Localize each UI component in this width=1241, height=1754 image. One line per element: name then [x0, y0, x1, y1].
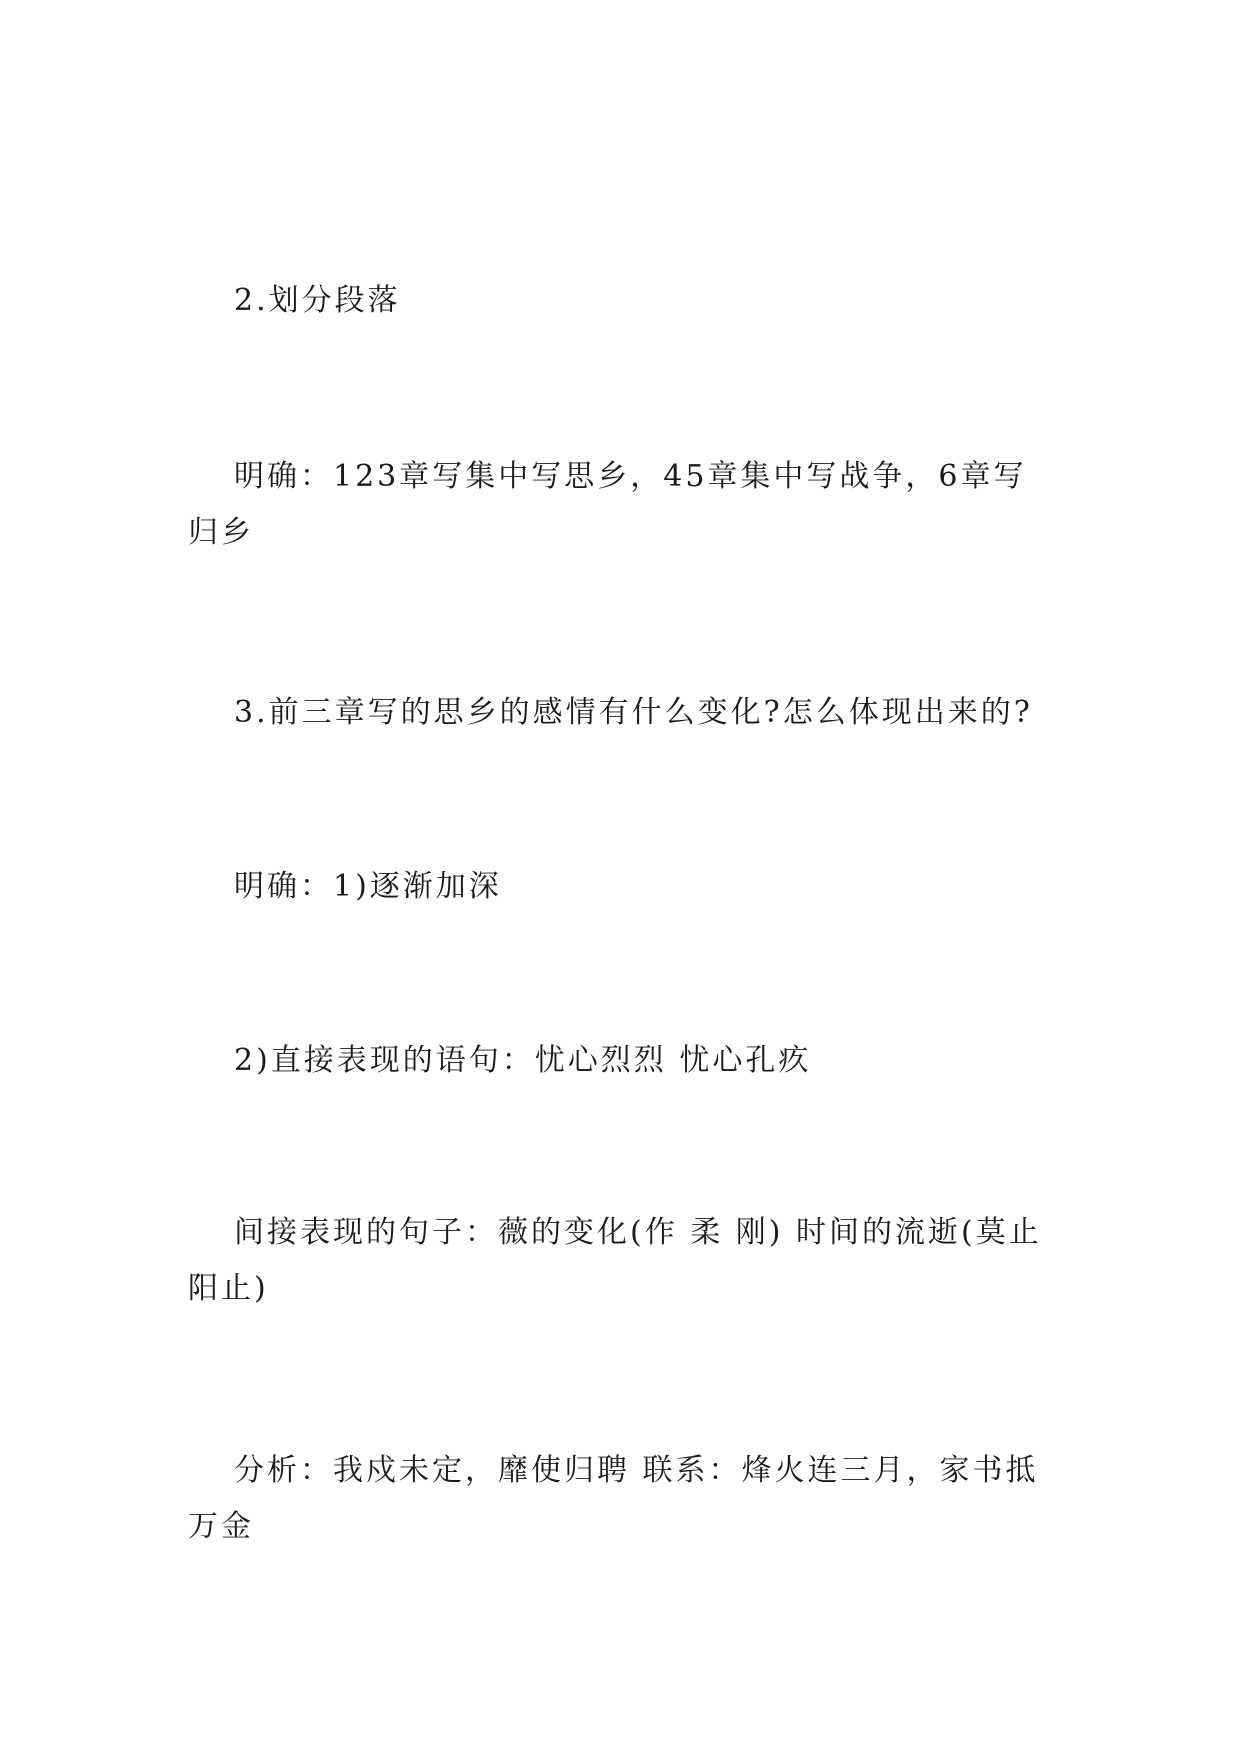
answer-paragraph-deepening: 明确：1)逐渐加深 — [234, 869, 502, 904]
indirect-expression-paragraph: 间接表现的句子：薇的变化(作 柔 刚) 时间的流逝(莫止阳止) — [188, 1215, 1042, 1306]
direct-expression-paragraph: 2)直接表现的语句：忧心烈烈 忧心孔疚 — [234, 1043, 812, 1078]
answer-paragraph-sections: 明确：123章写集中写思乡，45章集中写战争，6章写归乡 — [188, 459, 1027, 550]
question-heading-emotion-change: 3.前三章写的思乡的感情有什么变化?怎么体现出来的? — [234, 695, 1033, 730]
section-heading-divide-paragraphs: 2.划分段落 — [234, 283, 401, 318]
analysis-paragraph: 分析：我戍未定，靡使归聘 联系：烽火连三月，家书抵万金 — [188, 1453, 1039, 1544]
